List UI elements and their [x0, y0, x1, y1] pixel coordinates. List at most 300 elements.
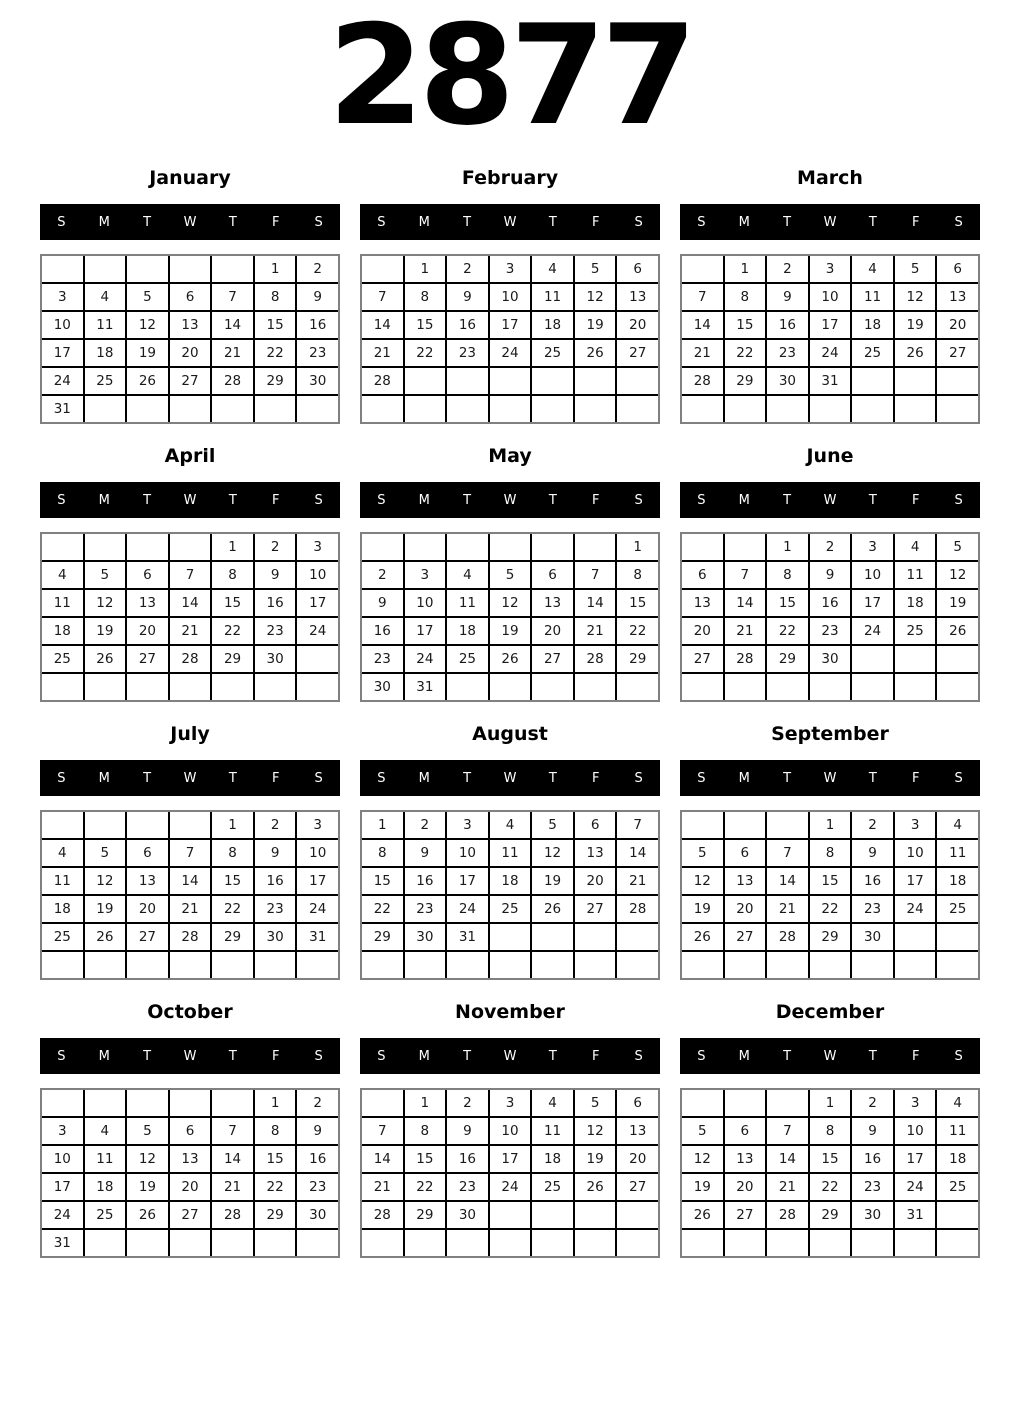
weekday-cell: W — [503, 770, 517, 786]
day-cell: 10 — [297, 840, 338, 866]
day-cell: 26 — [127, 1202, 168, 1228]
day-cell: 30 — [447, 1202, 488, 1228]
empty-day-cell — [575, 1230, 616, 1256]
weekday-cell: T — [463, 214, 472, 230]
month-title: March — [797, 167, 863, 189]
empty-day-cell — [767, 1230, 808, 1256]
empty-day-cell — [937, 368, 978, 394]
empty-day-cell — [85, 674, 126, 700]
day-cell: 14 — [362, 312, 403, 338]
day-cell: 23 — [255, 896, 296, 922]
empty-day-cell — [212, 952, 253, 978]
day-cell: 4 — [42, 840, 83, 866]
day-cell: 23 — [255, 618, 296, 644]
day-grid — [40, 532, 340, 702]
day-cell: 2 — [362, 562, 403, 588]
day-cell: 19 — [682, 896, 723, 922]
day-cell: 11 — [895, 562, 936, 588]
weekday-cell: S — [314, 1048, 323, 1064]
weekday-cell: F — [911, 770, 920, 786]
day-cell: 13 — [127, 590, 168, 616]
day-cell: 18 — [937, 1146, 978, 1172]
day-cell: 28 — [617, 896, 658, 922]
empty-day-cell — [682, 396, 723, 422]
day-grid — [360, 254, 660, 424]
day-cell: 7 — [725, 562, 766, 588]
day-cell: 3 — [490, 1090, 531, 1116]
day-cell: 11 — [532, 1118, 573, 1144]
weekday-header — [680, 204, 980, 240]
day-cell: 19 — [895, 312, 936, 338]
day-cell: 3 — [297, 534, 338, 560]
empty-day-cell — [937, 646, 978, 672]
day-cell: 1 — [405, 1090, 446, 1116]
day-cell: 18 — [532, 1146, 573, 1172]
weekday-cell: T — [548, 214, 557, 230]
empty-day-cell — [85, 396, 126, 422]
day-cell: 11 — [937, 840, 978, 866]
day-cell: 21 — [682, 340, 723, 366]
month-november — [360, 986, 660, 1258]
month-title: November — [455, 1001, 565, 1023]
day-cell: 24 — [42, 368, 83, 394]
weekday-cell: F — [911, 1048, 920, 1064]
day-cell: 8 — [212, 840, 253, 866]
month-title: January — [149, 167, 231, 189]
day-cell: 7 — [682, 284, 723, 310]
day-cell: 11 — [42, 868, 83, 894]
day-cell: 19 — [85, 618, 126, 644]
day-cell: 5 — [682, 840, 723, 866]
empty-day-cell — [85, 952, 126, 978]
day-cell: 17 — [447, 868, 488, 894]
weekday-cell: M — [418, 214, 430, 230]
day-cell: 24 — [810, 340, 851, 366]
day-cell: 26 — [937, 618, 978, 644]
month-april — [40, 430, 340, 702]
day-cell: 7 — [212, 1118, 253, 1144]
day-cell: 8 — [810, 1118, 851, 1144]
day-cell: 5 — [575, 256, 616, 282]
day-grid — [680, 810, 980, 980]
empty-day-cell — [42, 256, 83, 282]
day-cell: 1 — [767, 534, 808, 560]
day-cell: 15 — [255, 312, 296, 338]
day-cell: 14 — [767, 868, 808, 894]
empty-day-cell — [852, 368, 893, 394]
empty-day-cell — [767, 674, 808, 700]
weekday-cell: S — [634, 492, 643, 508]
empty-day-cell — [127, 1230, 168, 1256]
day-cell: 27 — [682, 646, 723, 672]
day-cell: 13 — [937, 284, 978, 310]
day-cell: 26 — [682, 1202, 723, 1228]
empty-day-cell — [617, 1202, 658, 1228]
empty-day-cell — [255, 952, 296, 978]
day-cell: 6 — [170, 1118, 211, 1144]
empty-day-cell — [852, 1230, 893, 1256]
month-title: June — [806, 445, 854, 467]
day-cell: 30 — [362, 674, 403, 700]
empty-day-cell — [617, 368, 658, 394]
day-cell: 23 — [447, 1174, 488, 1200]
month-august — [360, 708, 660, 980]
empty-day-cell — [405, 952, 446, 978]
weekday-cell: F — [271, 1048, 280, 1064]
day-cell: 13 — [170, 312, 211, 338]
day-cell: 14 — [170, 868, 211, 894]
day-cell: 29 — [617, 646, 658, 672]
weekday-cell: F — [911, 214, 920, 230]
day-cell: 19 — [575, 1146, 616, 1172]
empty-day-cell — [447, 952, 488, 978]
day-cell: 10 — [447, 840, 488, 866]
empty-day-cell — [297, 1230, 338, 1256]
day-cell: 12 — [575, 284, 616, 310]
day-cell: 15 — [725, 312, 766, 338]
day-cell: 26 — [575, 1174, 616, 1200]
day-cell: 24 — [297, 896, 338, 922]
day-cell: 7 — [617, 812, 658, 838]
day-cell: 21 — [767, 1174, 808, 1200]
empty-day-cell — [937, 1230, 978, 1256]
weekday-cell: M — [98, 492, 110, 508]
day-cell: 20 — [170, 1174, 211, 1200]
day-cell: 18 — [85, 1174, 126, 1200]
empty-day-cell — [617, 674, 658, 700]
day-cell: 3 — [810, 256, 851, 282]
day-cell: 11 — [937, 1118, 978, 1144]
day-cell: 15 — [405, 1146, 446, 1172]
day-cell: 2 — [447, 1090, 488, 1116]
day-grid — [40, 1088, 340, 1258]
day-cell: 12 — [85, 868, 126, 894]
day-cell: 4 — [532, 256, 573, 282]
month-title: April — [164, 445, 216, 467]
weekday-cell: F — [271, 492, 280, 508]
weekday-cell: T — [783, 1048, 792, 1064]
day-cell: 5 — [682, 1118, 723, 1144]
day-cell: 27 — [170, 368, 211, 394]
day-cell: 1 — [212, 812, 253, 838]
day-cell: 5 — [575, 1090, 616, 1116]
day-cell: 23 — [852, 896, 893, 922]
empty-day-cell — [170, 396, 211, 422]
day-cell: 9 — [362, 590, 403, 616]
empty-day-cell — [682, 1230, 723, 1256]
day-cell: 10 — [810, 284, 851, 310]
day-cell: 14 — [362, 1146, 403, 1172]
day-grid — [360, 810, 660, 980]
day-cell: 4 — [532, 1090, 573, 1116]
empty-day-cell — [895, 368, 936, 394]
empty-day-cell — [532, 952, 573, 978]
day-cell: 17 — [490, 312, 531, 338]
weekday-cell: T — [143, 214, 152, 230]
empty-day-cell — [725, 396, 766, 422]
day-cell: 25 — [42, 646, 83, 672]
empty-day-cell — [490, 952, 531, 978]
day-cell: 26 — [85, 924, 126, 950]
empty-day-cell — [85, 1230, 126, 1256]
day-cell: 24 — [895, 896, 936, 922]
day-cell: 6 — [937, 256, 978, 282]
day-cell: 28 — [362, 1202, 403, 1228]
day-cell: 1 — [405, 256, 446, 282]
empty-day-cell — [85, 812, 126, 838]
day-cell: 10 — [490, 1118, 531, 1144]
day-cell: 29 — [725, 368, 766, 394]
empty-day-cell — [42, 1090, 83, 1116]
weekday-cell: S — [954, 214, 963, 230]
day-cell: 22 — [212, 618, 253, 644]
empty-day-cell — [447, 368, 488, 394]
day-cell: 27 — [127, 924, 168, 950]
day-cell: 17 — [42, 1174, 83, 1200]
weekday-cell: F — [591, 492, 600, 508]
year-title: 2877 — [327, 0, 693, 156]
day-cell: 20 — [725, 1174, 766, 1200]
day-cell: 29 — [767, 646, 808, 672]
day-cell: 26 — [532, 896, 573, 922]
weekday-cell: S — [314, 770, 323, 786]
day-cell: 16 — [852, 1146, 893, 1172]
day-cell: 19 — [490, 618, 531, 644]
weekday-cell: M — [98, 214, 110, 230]
day-cell: 27 — [170, 1202, 211, 1228]
weekday-cell: S — [634, 214, 643, 230]
day-cell: 19 — [127, 340, 168, 366]
day-cell: 23 — [362, 646, 403, 672]
day-cell: 3 — [852, 534, 893, 560]
day-cell: 10 — [297, 562, 338, 588]
month-january — [40, 152, 340, 424]
weekday-cell: S — [377, 214, 386, 230]
day-cell: 31 — [42, 1230, 83, 1256]
weekday-cell: M — [98, 770, 110, 786]
weekday-header — [40, 760, 340, 796]
day-cell: 29 — [212, 924, 253, 950]
day-cell: 31 — [895, 1202, 936, 1228]
day-cell: 5 — [937, 534, 978, 560]
month-september — [680, 708, 980, 980]
day-cell: 14 — [212, 312, 253, 338]
day-cell: 9 — [255, 562, 296, 588]
weekday-cell: M — [98, 1048, 110, 1064]
day-cell: 21 — [170, 896, 211, 922]
weekday-cell: M — [418, 1048, 430, 1064]
empty-day-cell — [447, 1230, 488, 1256]
weekday-cell: T — [783, 770, 792, 786]
empty-day-cell — [895, 646, 936, 672]
weekday-cell: S — [634, 770, 643, 786]
empty-day-cell — [767, 812, 808, 838]
empty-day-cell — [895, 1230, 936, 1256]
day-cell: 18 — [42, 896, 83, 922]
weekday-cell: S — [314, 492, 323, 508]
day-cell: 29 — [810, 1202, 851, 1228]
day-cell: 23 — [405, 896, 446, 922]
day-cell: 5 — [127, 284, 168, 310]
day-cell: 16 — [447, 1146, 488, 1172]
empty-day-cell — [127, 1090, 168, 1116]
empty-day-cell — [170, 812, 211, 838]
day-cell: 31 — [405, 674, 446, 700]
weekday-cell: W — [183, 770, 197, 786]
empty-day-cell — [490, 534, 531, 560]
empty-day-cell — [767, 952, 808, 978]
day-cell: 14 — [212, 1146, 253, 1172]
empty-day-cell — [127, 534, 168, 560]
weekday-cell: T — [868, 770, 877, 786]
empty-day-cell — [725, 1230, 766, 1256]
day-cell: 11 — [852, 284, 893, 310]
day-cell: 30 — [255, 646, 296, 672]
day-cell: 24 — [297, 618, 338, 644]
day-cell: 23 — [810, 618, 851, 644]
empty-day-cell — [447, 396, 488, 422]
weekday-cell: S — [377, 770, 386, 786]
day-cell: 2 — [852, 1090, 893, 1116]
empty-day-cell — [852, 396, 893, 422]
day-cell: 9 — [852, 840, 893, 866]
day-cell: 4 — [490, 812, 531, 838]
day-cell: 25 — [85, 368, 126, 394]
empty-day-cell — [297, 396, 338, 422]
day-cell: 23 — [447, 340, 488, 366]
weekday-cell: F — [591, 214, 600, 230]
weekday-cell: W — [823, 1048, 837, 1064]
day-cell: 1 — [810, 812, 851, 838]
empty-day-cell — [682, 256, 723, 282]
day-cell: 3 — [405, 562, 446, 588]
day-cell: 16 — [255, 868, 296, 894]
day-cell: 15 — [810, 868, 851, 894]
weekday-header — [360, 760, 660, 796]
day-cell: 9 — [852, 1118, 893, 1144]
empty-day-cell — [362, 1230, 403, 1256]
empty-day-cell — [617, 924, 658, 950]
day-cell: 31 — [42, 396, 83, 422]
day-cell: 16 — [852, 868, 893, 894]
weekday-cell: F — [271, 214, 280, 230]
day-cell: 6 — [170, 284, 211, 310]
day-cell: 20 — [170, 340, 211, 366]
day-cell: 28 — [212, 1202, 253, 1228]
day-cell: 30 — [852, 924, 893, 950]
day-cell: 20 — [617, 1146, 658, 1172]
day-cell: 14 — [617, 840, 658, 866]
weekday-cell: M — [418, 770, 430, 786]
day-cell: 16 — [810, 590, 851, 616]
day-cell: 9 — [297, 1118, 338, 1144]
empty-day-cell — [575, 952, 616, 978]
day-cell: 15 — [255, 1146, 296, 1172]
day-cell: 12 — [937, 562, 978, 588]
day-cell: 24 — [405, 646, 446, 672]
day-cell: 17 — [405, 618, 446, 644]
day-cell: 28 — [362, 368, 403, 394]
day-cell: 13 — [532, 590, 573, 616]
weekday-header — [40, 1038, 340, 1074]
weekday-cell: S — [57, 492, 66, 508]
day-cell: 2 — [405, 812, 446, 838]
day-cell: 13 — [725, 868, 766, 894]
empty-day-cell — [297, 646, 338, 672]
empty-day-cell — [127, 674, 168, 700]
day-cell: 12 — [682, 1146, 723, 1172]
weekday-cell: T — [783, 214, 792, 230]
day-cell: 20 — [127, 896, 168, 922]
day-cell: 3 — [895, 1090, 936, 1116]
day-cell: 10 — [895, 840, 936, 866]
weekday-cell: T — [548, 770, 557, 786]
day-cell: 6 — [575, 812, 616, 838]
day-cell: 25 — [532, 340, 573, 366]
day-cell: 23 — [297, 340, 338, 366]
empty-day-cell — [42, 674, 83, 700]
day-cell: 21 — [575, 618, 616, 644]
day-cell: 13 — [617, 284, 658, 310]
day-cell: 13 — [682, 590, 723, 616]
day-cell: 14 — [725, 590, 766, 616]
day-cell: 6 — [617, 256, 658, 282]
day-cell: 2 — [297, 256, 338, 282]
day-cell: 21 — [212, 340, 253, 366]
day-cell: 23 — [297, 1174, 338, 1200]
month-october — [40, 986, 340, 1258]
weekday-header — [680, 482, 980, 518]
day-cell: 12 — [127, 312, 168, 338]
empty-day-cell — [405, 396, 446, 422]
day-cell: 10 — [852, 562, 893, 588]
month-title: February — [461, 167, 559, 189]
day-cell: 24 — [895, 1174, 936, 1200]
weekday-cell: S — [634, 1048, 643, 1064]
weekday-cell: T — [143, 492, 152, 508]
day-cell: 18 — [532, 312, 573, 338]
day-cell: 6 — [127, 562, 168, 588]
weekday-cell: F — [591, 1048, 600, 1064]
empty-day-cell — [682, 534, 723, 560]
weekday-cell: W — [823, 492, 837, 508]
day-cell: 16 — [362, 618, 403, 644]
empty-day-cell — [725, 812, 766, 838]
month-title: May — [488, 445, 532, 467]
day-cell: 20 — [937, 312, 978, 338]
day-cell: 17 — [895, 1146, 936, 1172]
day-cell: 11 — [42, 590, 83, 616]
day-cell: 2 — [767, 256, 808, 282]
month-march — [680, 152, 980, 424]
day-cell: 26 — [490, 646, 531, 672]
day-cell: 15 — [767, 590, 808, 616]
day-cell: 30 — [405, 924, 446, 950]
day-cell: 2 — [852, 812, 893, 838]
weekday-cell: T — [463, 1048, 472, 1064]
day-cell: 19 — [937, 590, 978, 616]
day-cell: 25 — [447, 646, 488, 672]
month-title: July — [170, 723, 210, 745]
empty-day-cell — [532, 396, 573, 422]
empty-day-cell — [575, 396, 616, 422]
empty-day-cell — [127, 952, 168, 978]
empty-day-cell — [490, 1202, 531, 1228]
day-cell: 3 — [42, 1118, 83, 1144]
day-cell: 29 — [212, 646, 253, 672]
day-cell: 27 — [617, 1174, 658, 1200]
day-cell: 27 — [127, 646, 168, 672]
